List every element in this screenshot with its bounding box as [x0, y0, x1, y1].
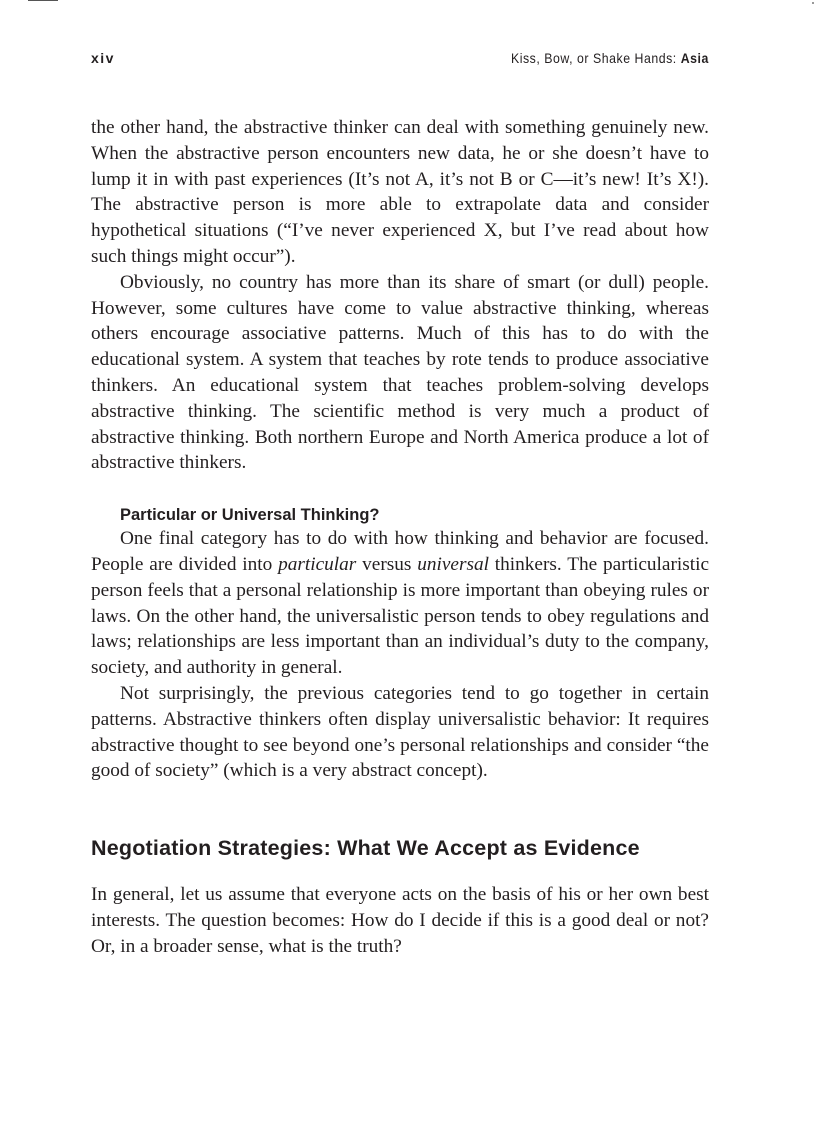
crop-mark	[28, 0, 58, 1]
paragraph-1: the other hand, the abstractive thinker can deal with something genuinely new. When the abstractive person encounters new data, he or she doesn’t have to lump it in with past experiences (It’s not A, it’s not B or C—it’s new! It’s X!). The abstractive person is more able to extrapolate data and consider hypothetical situations (“I’ve never experienced X, but I’ve read about how such things might occur”).	[91, 117, 709, 267]
paragraph-3-part-3: thinkers. The particularistic person feels that a personal relationship is more important than obeying rules or laws. On the other hand, the universalistic person tends to obey regulations and laws; relationships are less important than an individual’s duty to the company, society, and authority in general.	[91, 553, 709, 679]
paragraph-4: Not surprisingly, the previous categories tend to go together in certain patterns. Abstractive thinkers often display universalistic behavior: It requires abstractive thought to see beyond one’s personal relationships and consider “the good of society” (which is a very abstract concept).	[91, 682, 709, 782]
paragraph-3-part-1: One final category has to do with how thinking and behavior are focused. People are divided into	[91, 528, 709, 575]
corner-mark	[812, 2, 814, 4]
book-title	[511, 50, 709, 66]
running-header	[91, 50, 709, 72]
paragraph-3	[91, 526, 709, 681]
book-title-text: Kiss, Bow, or Shake Hands:	[511, 50, 677, 66]
subheading: Particular or Universal Thinking?	[120, 506, 380, 525]
book-title-bold: Asia	[680, 50, 709, 66]
paragraph-5: In general, let us assume that everyone acts on the basis of his or her own best interests. The question becomes: How do I decide if this is a good deal or not? Or, in a broader sense, what is the truth?	[91, 884, 709, 957]
section-heading: Negotiation Strategies: What We Accept as Evidence	[91, 836, 640, 861]
page-number: xiv	[91, 50, 115, 66]
paragraph-3-emphasis-particular: particular	[278, 553, 357, 575]
paragraph-2: Obviously, no country has more than its share of smart (or dull) people. However, some cultures have come to value abstractive thinking, whereas others encourage associative patterns. Much of this has to do with the educational system. A system that teaches by rote tends to produce associative thinkers. An educational system that teaches problem-solving develops abstractive thinking. The scientific method is very much a product of abstractive thinking. Both northern Europe and North America produce a lot of abstractive thinkers.	[91, 271, 709, 474]
paragraph-3-emphasis-universal: universal	[417, 553, 489, 575]
paragraph-3-part-2: versus	[356, 553, 418, 575]
body-text	[91, 115, 709, 960]
